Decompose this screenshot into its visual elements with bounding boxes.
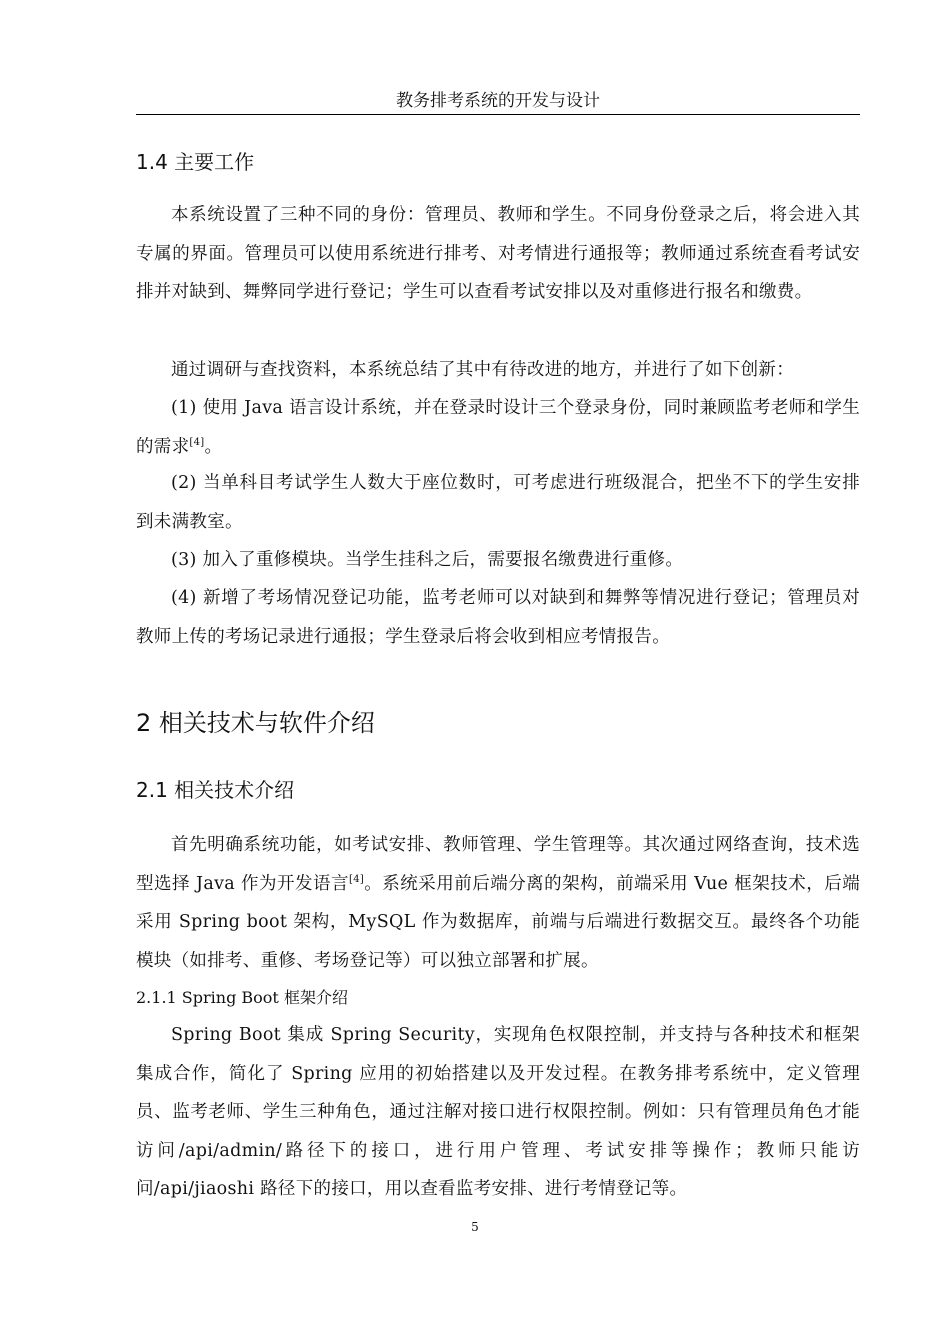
paragraph-tech-overview-b: 。系统采用前后端分离的架构，前端采用 Vue 框架技术，后端采用 Spring boot 架构，MySQL 作为数据库，前端与后端进行数据交互。最终各个功能模块（如排考、重修、考场登记等）可以独立部署和扩展。 [136, 873, 860, 971]
paragraph-identities: 本系统设置了三种不同的身份：管理员、教师和学生。不同身份登录之后，将会进入其专属的界面。管理员可以使用系统进行排考、对考情进行通报等；教师通过系统查看考试安排并对缺到、舞弊同学进行登记；学生可以查看考试安排以及对重修进行报名和缴费。 [136, 205, 860, 302]
chapter-heading-2: 2 相关技术与软件介绍 [136, 709, 375, 737]
list-item-1-end: 。 [204, 436, 223, 457]
list-item-1-text: (1) 使用 Java 语言设计系统，并在登录时设计三个登录身份，同时兼顾监考老师和学生的需求 [136, 398, 860, 457]
citation-ref: [4] [349, 873, 365, 885]
paragraph-tech-overview-a: 首先明确系统功能，如考试安排、教师管理、学生管理等。其次通过网络查询，技术选型选择 Java 作为开发语言 [136, 835, 860, 894]
page-number: 5 [471, 1220, 479, 1234]
section-heading-2-1: 2.1 相关技术介绍 [136, 778, 295, 802]
running-header: 教务排考系统的开发与设计 [136, 88, 860, 115]
list-item-2: (2) 当单科目考试学生人数大于座位数时，可考虑进行班级混合，把坐不下的学生安排到未满教室。 [136, 473, 860, 532]
section-heading-1-4: 1.4 主要工作 [136, 150, 255, 174]
paragraph-tech-overview [136, 826, 860, 980]
list-item-1 [136, 389, 860, 466]
subsection-heading-2-1-1: 2.1.1 Spring Boot 框架介绍 [136, 988, 348, 1007]
paragraph-innovations-intro: 通过调研与查找资料，本系统总结了其中有待改进的地方，并进行了如下创新： [171, 360, 794, 380]
paragraph-spring-boot: Spring Boot 集成 Spring Security，实现角色权限控制，并支持与各种技术和框架集成合作，简化了 Spring 应用的初始搭建以及开发过程。在教务排考系统中，定义管理员、监考老师、学生三种角色，通过注解对接口进行权限控制。例如：只有管理员角色才能访问/api/admin/路径下的接口，进行用户管理、考试安排等操作；教师只能访问/api/jiaoshi 路径下的接口，用以查看监考安排、进行考情登记等。 [136, 1025, 860, 1199]
list-item-4: (4) 新增了考场情况登记功能，监考老师可以对缺到和舞弊等情况进行登记；管理员对教师上传的考场记录进行通报；学生登录后将会收到相应考情报告。 [136, 588, 860, 647]
citation-ref: [4] [189, 436, 205, 448]
list-item-3: (3) 加入了重修模块。当学生挂科之后，需要报名缴费进行重修。 [171, 550, 684, 570]
